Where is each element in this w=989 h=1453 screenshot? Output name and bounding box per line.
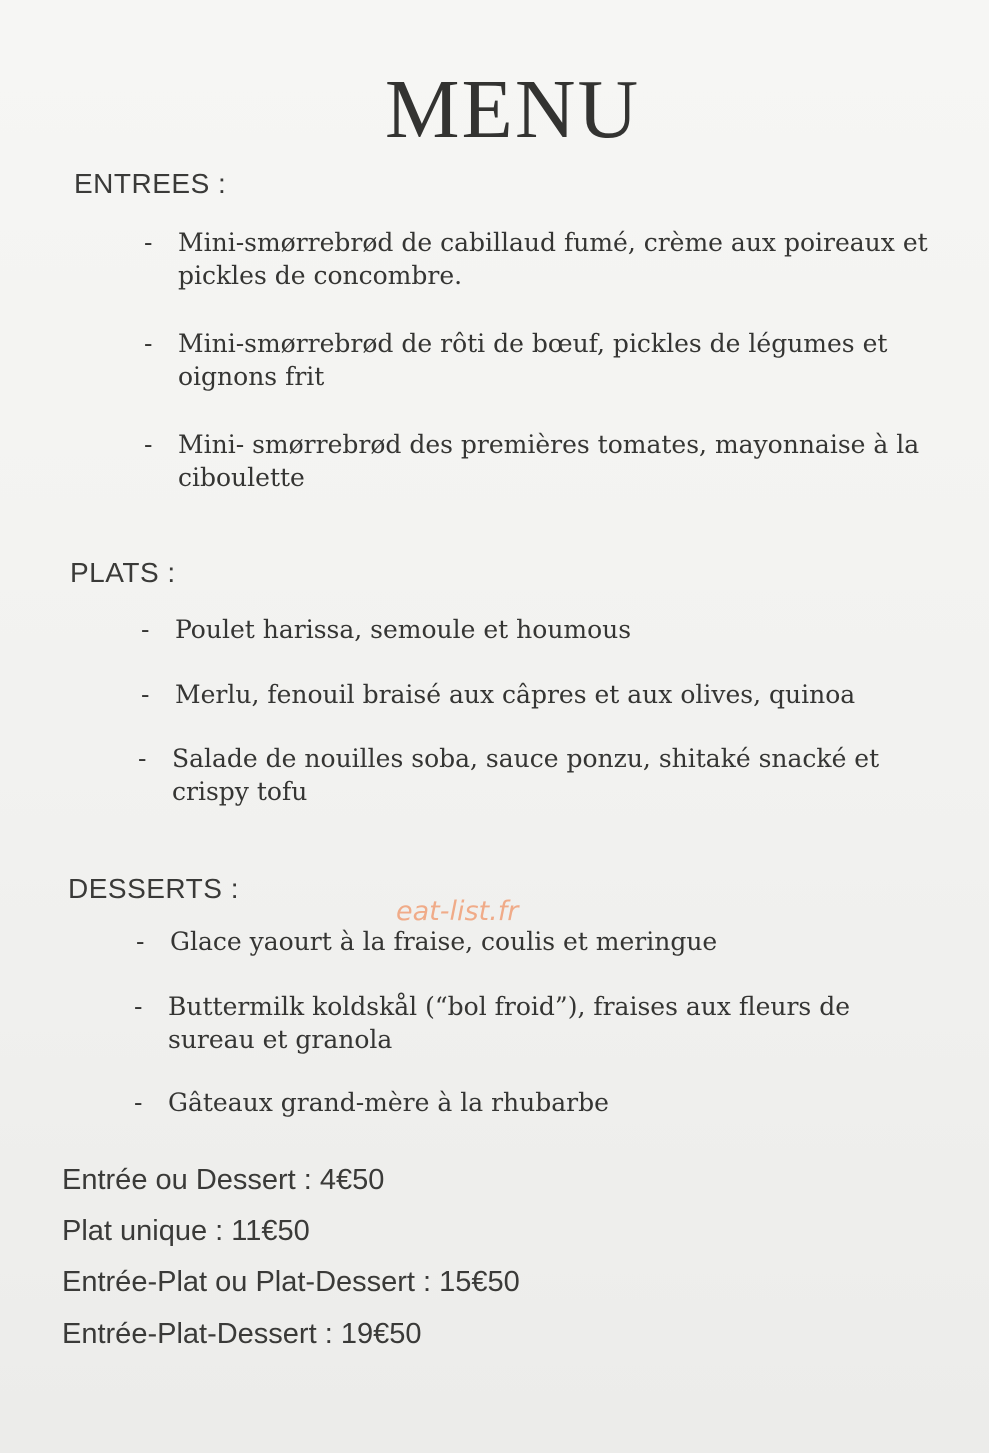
section-title-entrees: ENTREES : xyxy=(74,168,227,199)
list-item xyxy=(134,1086,918,1119)
list-item xyxy=(138,742,902,808)
price-line: Plat unique : 11€50 xyxy=(62,1215,310,1247)
item-text: Gâteaux grand-mère à la rhubarbe xyxy=(168,1088,609,1117)
item-text: Merlu, fenouil braisé aux câpres et aux olives, quinoa xyxy=(175,680,856,709)
bullet-dash: - xyxy=(136,927,145,956)
item-text: Salade de nouilles soba, sauce ponzu, shitaké snacké et crispy tofu xyxy=(172,744,880,806)
price-line: Entrée-Plat-Dessert : 19€50 xyxy=(62,1318,422,1350)
bullet-dash: - xyxy=(141,680,150,709)
list-item xyxy=(136,925,920,958)
item-text: Mini-smørrebrød de rôti de bœuf, pickles de légumes et oignons frit xyxy=(178,329,888,391)
list-item xyxy=(141,613,925,646)
list-item xyxy=(134,990,868,1056)
watermark: eat-list.fr xyxy=(396,896,519,927)
section-title-desserts: DESSERTS : xyxy=(68,873,239,904)
item-text: Mini- smørrebrød des premières tomates, mayonnaise à la ciboulette xyxy=(178,430,920,492)
list-item xyxy=(144,226,928,292)
item-text: Mini-smørrebrød de cabillaud fumé, crème aux poireaux et pickles de concombre. xyxy=(178,228,928,290)
bullet-dash: - xyxy=(144,228,153,257)
bullet-dash: - xyxy=(134,992,143,1021)
bullet-dash: - xyxy=(144,329,153,358)
item-text: Glace yaourt à la fraise, coulis et meringue xyxy=(170,927,718,956)
list-item xyxy=(144,327,918,393)
price-line: Entrée-Plat ou Plat-Dessert : 15€50 xyxy=(62,1266,520,1298)
bullet-dash: - xyxy=(134,1088,143,1117)
section-title-plats: PLATS : xyxy=(70,557,176,588)
bullet-dash: - xyxy=(138,744,147,773)
item-text: Buttermilk koldskål (“bol froid”), fraises aux fleurs de sureau et granola xyxy=(168,992,850,1054)
bullet-dash: - xyxy=(144,430,153,459)
price-line: Entrée ou Dessert : 4€50 xyxy=(62,1164,385,1196)
menu-title: MENU xyxy=(384,63,641,156)
list-item xyxy=(144,428,928,494)
list-item xyxy=(141,678,925,711)
bullet-dash: - xyxy=(141,615,150,644)
item-text: Poulet harissa, semoule et houmous xyxy=(175,615,632,644)
